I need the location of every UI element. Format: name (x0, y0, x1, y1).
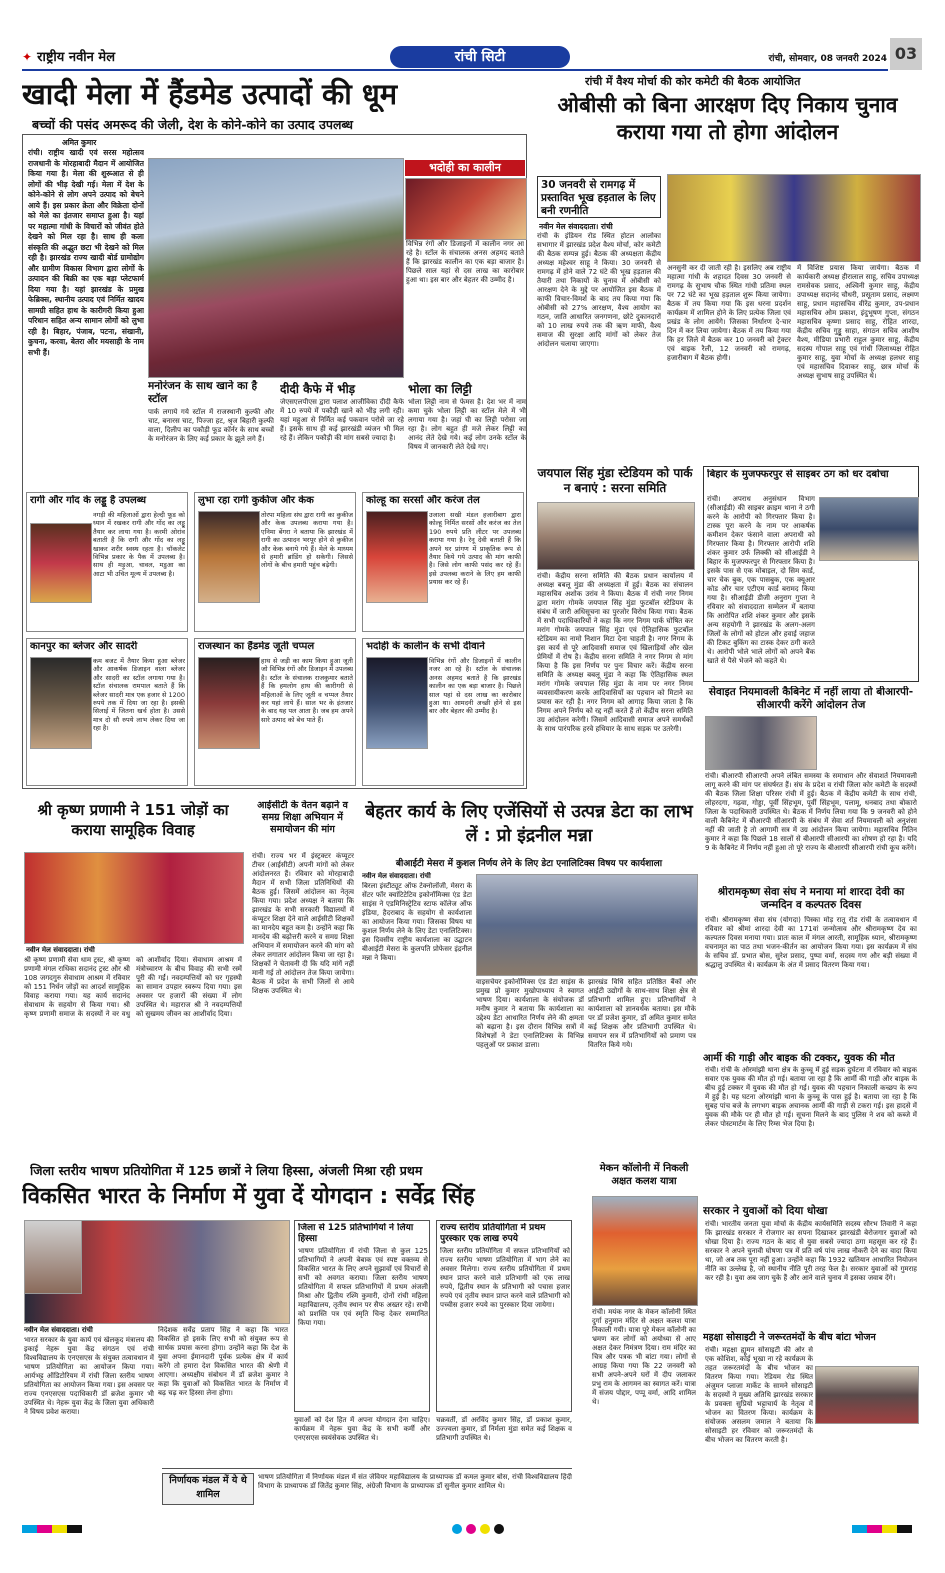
obc-text2: अनसुनी कर दी जाती रही है। इसलिए अब राष्ट्रीय महात्मा गांधी के शहादत दिवस 30 जनवरी से रामगढ़ के सुभाष चौक स्थित गांधी प्रतिमा स्थल पर 72 घंटे का भूख हड़ताल शुरू किया जायेगा। बैठक में तय किया गया कि इस धरना प्रदर्शन कार्यक्रम में शामिल होने के लिए प्रत्येक जिला एवं प्रखंड के लोग आयेंगे। जिसका निर्धारण दे-चार दिन में कर लिया जायेगा। बैठक में तय किया गया कि हर जिले में बैठक कर 10 जनवरी को ट्रेक्टर एवं बाइक रैली, 12 जनवरी को रामगढ़, हजारीबाग में बैठक होगी। (667, 264, 791, 362)
obc-photo (667, 174, 921, 262)
blanket-headline: महक्षा सोसाइटी ने जरूरतमंदों के बीच बांटा भोजन (703, 1332, 876, 1343)
masthead-rule (22, 69, 888, 71)
carpet-photo (405, 178, 527, 240)
carpet-tag: भदोही का कालीन (405, 160, 525, 176)
data-photo (476, 874, 698, 976)
lead-photo (148, 158, 404, 378)
cyber-headline: बिहार के मुजफ्फरपुर से साइबर ठग को धर दबोचा (707, 469, 889, 480)
lead-byline: अमित कुमार (62, 138, 97, 147)
stall-photo (198, 657, 260, 749)
speech-kicker: जिला स्तरीय भाषण प्रतियोगिता में 125 छात्रों ने लिया हिस्सा, अंजली मिश्रा रही प्रथम (30, 1163, 423, 1178)
bird-logo-icon: ✦ (22, 50, 33, 64)
stall-title: कोल्हू का सरसों और करंज तेल (366, 495, 480, 506)
sewait-photo (705, 716, 817, 770)
section-tab: रांची सिटी (390, 46, 570, 68)
dot-icon (466, 1524, 476, 1534)
wedding-story (22, 800, 244, 1160)
didi-cafe-title: दीदी कैफे में भीड़ (280, 382, 356, 396)
stall-text: उजाला सखी मंडल हजारीबाग द्वारा कोल्हू निर्मित सरसों और करंज का तेल 190 रुपये प्रति लीटर पर उपलब्ध कराया गया है। रेनू देवी बताती हैं कि अपने घर प्रांगण में प्राकृतिक रूप से तैयार किये गये उत्पाद की मांग काफी है। जिसे लोग काफी पसंद कर रहे हैं। इसे उपलब्ध कराने के लिए हम काफी प्रयास कर रहे हैं। (429, 511, 521, 587)
judges-box (162, 1468, 572, 1509)
ict-headline: आईसीटी के वेतन बढ़ाने व समग्र शिक्षा अभियान में समायोजन की मांग (257, 800, 348, 835)
wedding-byline: नवीन मेल संवाददाता। रांची (26, 946, 95, 954)
obc-story (535, 72, 920, 462)
page-number: 03 (890, 38, 922, 70)
speech-box-state-title: राज्य स्तरीय प्रतियोगिता में प्रथम पुरस्कार एक लाख रुपये (440, 1223, 546, 1244)
judges-text: भाषण प्रतियोगिता में निर्णायक मंडल में संत जेवियर महाविद्यालय के प्राध्यापक डॉ कमल कुमार बोस, रांची विश्वविद्यालय हिंदी विभाग के प्राध्यापक डॉ जितेंद्र कुमार सिंह, अंग्रेजी विभाग के प्राध्यापक डॉ सुनील कुमार शामिल थे। (258, 1473, 572, 1490)
stall-box (26, 492, 188, 632)
cyber-story (703, 466, 919, 682)
speech-text3: युवाओं को देश हित में अपना योगदान देना चाहिए। कार्यक्रम में नेहरू युवा केंद्र के सभी कर्मी और एनएसएस स्वयंसेवक उपस्थित थे। (294, 1416, 430, 1442)
stall-photo (366, 511, 428, 603)
speech-box-district-title: जिला से 125 प्रतिभागियों ने लिया हिस्सा (298, 1223, 414, 1244)
obc-text1: रांची के इंडियन रोड स्थित होटल आलोका सभागार में झारखंड प्रदेश वैश्य मोर्चा, कोर कमेटी की बैठक सम्पन्न हुई। बैठक की अध्यक्षता केंद्रीय अध्यक्ष महेश्वर साहू ने किया। 30 जनवरी से रामगढ़ में होने वाले 72 घंटे की भूख हड़ताल की तैयारी तथा निकायों के चुनाव में ओबीसी को आरक्षण देने के मुद्दे पर आयोजित इस बैठक में काफी विचार-विमर्श के बाद तय किया गया कि ओबीसी को 27% आरक्षण, वैश्य आयोग का गठन, जाति आधारित जनगणना, छोटे दुकानदारों को 10 लाख रुपये तक की ऋण माफी, वैश्य समाज की सुरक्षा आदि मांगों को लेकर तेज आंदोलन चलाया जाएगा। (537, 232, 661, 348)
dot-icon (480, 1524, 490, 1534)
kalash-text: रांची। मयंक नगर के मेकन कॉलोनी स्थित दुर्गा हनुमान मंदिर से अक्षत कलश यात्रा निकाली गयी। यात्रा पूरे मेकन कॉलोनी का भ्रमण कर लोगों को अयोध्या से आए अक्षत देकर निमंत्रण दिया। राम मंदिर का चित्र और पत्रक भी बांटा गया। लोगों से आग्रह किया गया कि 22 जनवरी को सभी अपने-अपने घरों में दीप जलाकर प्रभु राम के आगमन का स्वागत करें। यात्रा में संजय पोद्दार, पप्पू वर्मा, आदि शामिल थे। (592, 1308, 696, 1406)
litti-text: भोला लिट्टी नाम से फेमस है। देश भर में नाम कमा चुके भोला लिट्टी का स्टॉल मेले में भी लगाया गया है। जहां घी का लिट्टी परोसा जा रहा है। लोग बहुत ही मजे लेकर लिट्टी का आनंद लेते देखे गये। कई लोग उनके स्टॉल के विषय में जानकारी लेते देखे गए। (408, 398, 526, 451)
obc-box: 30 जनवरी से रामगढ़ में प्रस्तावित भूख हड़ताल के लिए बनी रणनीति (537, 176, 661, 218)
blanket-photo (815, 1366, 919, 1424)
didi-cafe-text: जेएसएलपीएस द्वारा पलाश आजीविका दीदी कैफे में 10 रुपये में पकौड़ी खाने को भीड़ लगी रही। यहां महुआ से निर्मित कई पकवान परोसे जा रहे हैं। इसके साथ ही कई झारखंडी व्यंजन भी मिल रहे हैं। लेकिन पकौड़ी की मांग सबसे ज्यादा है। (280, 398, 404, 442)
stall-title: भदोही के कालीन के सभी दीवाने (366, 641, 485, 652)
stall-photo (366, 657, 428, 749)
stall-box (194, 492, 356, 632)
kalash-photo (592, 1196, 698, 1306)
blanket-story (703, 1330, 919, 1516)
stall-text: विभिन्न रंगों और डिजाइनों में कालीन नजर आ रहे है। स्टॉल के संचालक अनस अहमद बताते है कि झारखंड कालीन का एक बड़ा बाजार है। पिछले साल यहां से दस लाख का कारोबार हुआ था। आमदनी अच्छी होने से इस बार और बेहतर की उम्मीद है। (429, 657, 521, 716)
stall-title: लुभा रहा रागी कुकीज और केक (198, 495, 314, 506)
litti-title: भोला का लिट्टी (408, 382, 472, 396)
speech-text2: निदेशक सर्वेद्र प्रताप सिंह ने कहा कि भारत विकसित हो इसके लिए सभी को संयुक्त रूप से सार्थक प्रयास करना होगा। उन्होंने कहा कि देश के युवा अपना ईमानदारी पूर्वक प्रत्येक क्षेत्र में कार्य करेंगे तो हमारा देश विकसित भारत की श्रेणी में आएगा। अध्यक्षीय संबोधन में डॉ ब्रजेश कुमार ने कहा कि युवाओं को विकसित भारत के निर्माण में बढ़ चढ़ कर हिस्सा लेना होगा। (158, 1326, 288, 1397)
data-story (360, 800, 698, 1160)
youth-text: रांची। भारतीय जनता युवा मोर्चा के केंद्रीय कार्यसमिति सदस्य सौरभ तिवारी ने कहा कि झारखंड सरकार ने रोजगार का सपना दिखाकर झारखंडी बेरोजगार युवाओं को धोखा दिया है। राज्य गठन के बाद से युवा सबसे ज्यादा ठगा महसूस कर रहे हैं। सरकार ने अपने चुनावी घोषणा पत्र में प्रति वर्ष पांच लाख नौकरी देने का वादा किया था, जो अब तक पूरा नहीं हुआ। उन्होंने कहा कि 1932 खतियान आधारित नियोजन नीति का उल्लेख है, जो स्थानीय नीति पूरी तरह फेल है। सरकार युवाओं को गुमराह कर रही है। युवा अब जाग चुके हैं और आने वाले चुनाव में इसका जवाब देंगे। (705, 1220, 917, 1282)
stall-text: हाथ से जड़ी का काम किया हुआ जूती जो विभिन्न रंगों और डिजाइन में उपलब्ध है। स्टॉल के संचालक राजकुमार बताते हैं कि हमलोग हाथ की कारीगरी से महिलाओं के लिए जूती व चप्पल तैयार कर यहां लाये हैं। साल भर के इंतजार के बाद यह पल आता है। जब हम अपने सारे उत्पाद को बेच पाते हैं। (261, 657, 353, 724)
data-text2: वाइसचेयर इकोनॉमिक्स एंड डेटा साइंस के प्रमुख प्रो कुमार मुखोपाध्याय ने स्वागत भाषण दिया। कार्यशाला के संयोजक डॉ मनीष कुमार ने बताया कि कार्यशाला का उद्देश्य डेटा आधारित निर्णय लेने की क्षमता को बढ़ाना है। इस दौरान विभिन्न सत्रों में विशेषज्ञों ने डेटा एनालिटिक्स के विभिन्न पहलुओं पर प्रकाश डाला। (476, 978, 584, 1049)
sewait-text: रांची। बीआरपी सीआरपी अपने लंबित समस्या के समाधान और सेवाशर्त नियमावली लागू करने की मांग पर संघर्षरत हैं। संघ के प्रदेश व रांची जिला कोर कमेटी के सदस्यों की बैठक जिला शिक्षा परिसर रांची में हुई। बैठक में केंद्रीय कमेटी के साथ रांची, लोहरदगा, गढ़वा, गोड्डा, पूर्वी सिंहभूम, पूर्वी सिंहभूम, पलामू, धनबाद तथा बोकारो जिला के पदाधिकारी उपस्थित थे। बैठक में निर्णय लिया गया कि 9 जनवरी को होने वाली कैबिनेट में बीआरपी सीआरपी के संबंध में सेवा शर्त नियमावली को अनुशंसा नहीं की जाती है तो आगामी सत्र में उग्र आंदोलन किया जायेगा। महासचिव नितिन कुमार ने कहा कि पिछले 18 सालों से बीआरपी सीआरपी का शोषण हो रहा है। यदि 9 के कैबिनेट में निर्णय नहीं हुआ तो पूरे राज्य के बीआरपी सीआरपी रांची कूच करेंगे। (705, 772, 917, 852)
cyber-text: रांची। अपराध अनुसंधान विभाग (सीआईडी) की साइबर क्राइम थाना ने ठगी करने के आरोपी को गिरफ्तार किया है। टास्क पूरा करने के नाम पर आकर्षक कमीशन देकर फंसाने वाला अपराधी को गिरफ्तार किया है। गिरफ्तार आरोपी शशि शंकर कुमार उर्फ लिक्की को सीआईडी ने बिहार के मुजफ्फरपुर से गिरफ्तार किया है। इसके पास से एक मोबाइल, दो सिम कार्ड, चार चेक बुक, एक पासबुक, एक क्यूआर कोड और चार एटीएम कार्ड बरामद किया गया है। सीआईडी डीजी अनुराग गुप्ता ने रविवार को संवाददाता सम्मेलन में बताया कि आरोपित शशि शंकर कुमार और इसके अन्य सहयोगी ने झारखंड के अलग-अलग जिलों के लोगों को होटल और हवाई जहाज की टिकट बुकिंग का टास्क देकर ठगी करते थे। आरोपी भोले भाले लोगों को अपने बैंक खाते से पैसे भेजने को कहते थे। (707, 495, 815, 665)
stall-photo (198, 511, 260, 603)
sharda-story (703, 886, 919, 1046)
blanket-text: रांची। महक्षा ह्यूमन सोसाइटी की ओर से एक कोशिश, कोई भूखा ना रहे कार्यक्रम के तहत जरूरतमंदों के बीच भोजन का वितरण किया गया। रेडियम रोड स्थित अंजुमन प्लाजा मार्केट के सामने सोसाइटी के सदस्यों ने मुख्य अतिथि झारखंड सरकार के प्रवक्ता सुप्रियो भट्टाचार्य के नेतृत्व में भोजन का वितरण किया। कार्यक्रम के संयोजक असलम जमाल ने बताया कि सोसाइटी हर रविवार को जरूरतमंदों के बीच भोजन का वितरण करती है। (705, 1346, 813, 1444)
data-byline: नवीन मेल संवाददाता। रांची (362, 872, 431, 880)
sharda-headline: श्रीरामकृष्ण सेवा संघ ने मनाया मां शारदा देवी का जन्मदिन व कल्पतरु दिवस (717, 886, 905, 911)
lead-headline: खादी मेला में हैंडमेड उत्पादों की धूम (22, 77, 398, 111)
obc-kicker: रांची में वैश्य मोर्चा की कोर कमेटी की बैठक आयोजित (585, 75, 801, 88)
stall-text: तोरपा महिला संघ द्वारा रागी का कुकीज और केक उपलब्ध कराया गया है। एनिमा बेंगरा ने बताया कि झारखंड में रागी का उत्पादन भरपूर होने से कुकीज और केक बनाये गये हैं। मेले के माध्यम से हमारी ब्रांडिंग हो सकेगी। जिससे लोगों के बीच हमारी पहुंच बढ़ेगी। (261, 511, 353, 570)
dot-icon (494, 1524, 504, 1534)
stall-title: रागी और गोंद के लड्डू है उपलब्ध (30, 495, 147, 506)
sarna-text: रांची। केंद्रीय सरना समिति की बैठक प्रधान कार्यालय में अध्यक्ष बबलू मुंडा की अध्यक्षता में हुई। बैठक का संचालन महासचिव अशोक उरांव ने किया। बैठक में रांची नगर निगम द्वारा मरांग गोमके जयपाल सिंह मुंडा फुटबॉल स्टेडियम के संबंध में जारी अधिसूचना का पुरजोर विरोध किया गया। बैठक में सभी पदाधिकारियों ने कहा कि नगर निगम पार्क घोषित कर मरांग गोमके जयपाल सिंह मुंडा एवं ऐतिहासिक फुटबॉल स्टेडियम का नामो निशान मिटा देना चाहती है। नगर निगम के इस कार्य से पूरे आदिवासी समाज एवं खिलाड़ियों और खेल प्रेमियों में रोष है। केंद्रीय सरना समिति ने नगर निगम से मांग किया है कि इस निर्णय पर पुनः विचार करें। केंद्रीय सरना समिति के अध्यक्ष बबलू मुंडा ने कहा कि ऐतिहासिक स्थल मरांग गोमके जयपाल सिंह मुंडा के नाम पर नगर निगम व्यवसायीकरण करके आदिवासियों का पहचान को मिटाने का प्रयास कर रही है। नगर निगम को आगाह किया जाता है कि निगम अपने निर्णय को रद्द नहीं करते हैं तो केंद्रीय सरना समिति उग्र आंदोलन करेगी। जिसमें आदिवासी समाज अपने समर्थकों के साथ पारंपरिक हरवे हथियार के साथ सड़क पर उतरेगी। (537, 572, 693, 733)
youth-headline: सरकार ने युवाओं को दिया धोखा (703, 1205, 828, 1217)
lead-subhead: बच्चों की पसंद अमरूद की जेली, देश के कोने-कोने का उत्पाद उपलब्ध (32, 117, 354, 132)
youth-story (703, 1204, 919, 1326)
entertainment-title: मनोरंजन के साथ खाने का है स्टॉल (148, 380, 258, 405)
sarna-story (535, 466, 695, 800)
obc-byline: नवीन मेल संवाददाता। रांची (539, 222, 613, 231)
sewait-story (703, 686, 919, 882)
data-headline: बेहतर कार्य के लिए एजेंसियों से उत्पन्न डेटा का लाभ लें : प्रो इंद्रनील मन्ना (365, 802, 693, 846)
accident-text: रांची। रांची के ओरमांझी थाना क्षेत्र के कुच्चू में हुई सड़क दुर्घटना में रविवार को बाइक सवार एक युवक की मौत हो गई। बताया जा रहा है कि आर्मी की गाड़ी और बाइक के बीच हुई टक्कर में युवक की मौत हो गई। युवक की पहचान निकाली कच्छप के रूप में हुई है। यह घटना ओरमांझी थाना के कुच्चू के पास हुई है। बताया जा रहा है कि सुबह पांच बजे के लगभग बाइक अचानक आर्मी की गाड़ी से टकरा गई। इस हादसे में युवक की मौके पर ही मौत हो गई। सूचना मिलने के बाद पुलिस ने शव को कब्जे में लेकर पोस्टमार्टम के लिए रिम्स भेज दिया है। (705, 1066, 917, 1128)
accident-story (703, 1050, 919, 1200)
stall-title: कानपुर का ब्लेजर और सादरी (30, 641, 138, 652)
ict-text: रांची। राज्य भर में इंस्ट्रक्टर कंप्यूटर टीचर (आईसीटी) अपनी मांगों को लेकर आंदोलनरत हैं। रविवार को मोरहाबादी मैदान में सभी जिला प्रतिनिधियों की बैठक हुई। जिसमें आंदोलन का नेतृत्व किया गया। प्रदेश अध्यक्ष ने बताया कि झारखंड के सभी सरकारी विद्यालयों में कंप्यूटर शिक्षा देने वाले आईसीटी शिक्षकों का मानदेय बहुत कम है। उन्होंने कहा कि मानदेय की बढ़ोत्तरी करने व समग्र शिक्षा अभियान में समायोजन करने की मांग को लेकर लगातार आंदोलन किया जा रहा है। शिक्षकों ने चेतावनी दी कि यदि मांगें नहीं मानी गई तो आंदोलन तेज किया जायेगा। बैठक में प्रदेश के सभी जिलों से आये शिक्षक उपस्थित थे। (252, 852, 354, 995)
speech-box-district (294, 1220, 430, 1412)
kalash-headline: मेकन कॉलोनी में निकली अक्षत कलश यात्रा (599, 1163, 689, 1187)
color-swatch (852, 1525, 912, 1533)
dateline: रांची, सोमवार, 08 जनवरी 2024 (768, 54, 887, 64)
speech-photo-2 (24, 1220, 82, 1294)
carpet-text: विभिन्न रंगों और डिजाइनों में कालीन नगर आ रहे है। स्टॉल के संचालक अनस अहमद बताते हैं कि झारखंड कालीन का एक बड़ा बाजार है। पिछले साल यहां से दस लाख का कारोबार हुआ था। इस बार और बेहतर की उम्मीद है। (406, 240, 524, 284)
stall-box (194, 638, 356, 786)
paper-name: राष्ट्रीय नवीन मेल (37, 50, 116, 65)
sewait-headline: सेवाइत नियमावली कैबिनेट में नहीं लाया तो बीआरपी-सीआरपी करेंगे आंदोलन तेज (708, 686, 914, 711)
stall-box (362, 492, 524, 632)
dot-icon (452, 1524, 462, 1534)
color-registration-bar (22, 1522, 922, 1536)
sarna-headline: जयपाल सिंह मुंडा स्टेडियम को पार्क न बनाएं : सरना समिति (537, 466, 693, 495)
wedding-photo (24, 852, 244, 944)
speech-box-state-text: जिला स्तरीय प्रतियोगिता में सफल प्रतिभागियों को राज्य स्तरीय भाषण प्रतियोगिता में भाग लेने का अवसर मिलेगा। राज्य स्तरीय प्रतियोगिता में प्रथम स्थान प्राप्त करने वाले प्रतिभागी को एक लाख रुपये, द्वितीय स्थान के प्रतिभागी को पचास हजार रुपये एवं तृतीय स्थान प्राप्त करने वाले प्रतिभागी को पच्चीस हजार रुपये का पुरस्कार दिया जायेगा। (440, 1247, 570, 1309)
stall-title: राजस्थान का हैंडमेड जूती चप्पल (198, 641, 315, 652)
stall-text: कम बजट में तैयार किया हुआ ब्लेजर और आकर्षक डिजाइन वाला ब्लेजर और सादरी का स्टॉल लगाया गया है। स्टॉल संचालक रामपाल बताते हैं कि ब्लेजर सादरी मात्र एक हजार से 1200 रुपये तक में दिया जा रहा है। इसकी सिलाई में जितना खर्च होता है। उससे मात्र दो सौ रुपये लाभ लेकर दिया जा रहा है। (93, 657, 185, 733)
speech-byline: नवीन मेल संवाददाता। रांची (24, 1326, 93, 1334)
speech-headline: विकसित भारत के निर्माण में युवा दें योगदान : सर्वेद्र सिंह (22, 1184, 475, 1209)
cyber-photo (819, 497, 919, 561)
masthead (22, 38, 922, 70)
speech-text1: भारत सरकार के युवा कार्य एवं खेलकूद मंत्रालय की इकाई नेहरू युवा केंद्र संगठन एवं रांची विश्वविद्यालय के एनएसएस के संयुक्त तत्वावधान में भाषण प्रतियोगिता का आयोजन किया गया। आर्यभट्ट ऑडिटोरियम में रांची जिला स्तरीय भाषण प्रतियोगिता का आयोजन किया गया। इस अवसर पर राज्य एनएसएस पदाधिकारी डॉ ब्रजेश कुमार भी उपस्थित थे। नेहरू युवा केंद्र के जिला युवा अधिकारी ने विषय प्रवेश कराया। (24, 1336, 154, 1416)
registration-mark (452, 1524, 512, 1534)
speech-text4: चक्रवर्ती, डॉ अरविंद कुमार सिंह, डॉ प्रकाश कुमार, उज्ज्वला कुमार, डॉ निर्मला मुंडा समेत कई शिक्षक व प्रतिभागी उपस्थित थे। (436, 1416, 572, 1442)
entertainment-text: पार्क लगाये गये स्टॉल में राजस्थानी कुल्फी और चाट, बनारस चाट, पिज्जा हट, श्रृज बिहारी कुल्फी वाला, दिलीप का पकौड़ी फूड कॉर्नर के साथ बच्चों के मनोरंजन के लिए कई प्रकार के झूले लगे हैं। (148, 408, 274, 443)
speech-box-district-text: भाषण प्रतियोगिता में रांची जिला से कुल 125 प्रतिभागियों ने अपनी बेबाक एवं स्पष्ट वक्तव्य से विकसित भारत के लिए अपने सुझावों एवं विचारों से सभी को अवगत कराया। जिला स्तरीय भाषण प्रतियोगिता में सफल प्रतिभागियों में प्रथम अंजली मिश्रा और द्वितीय रश्मि कुमारी, दोनों रांची महिला महाविद्यालय, तृतीय स्थान पर सैफ अख्तर रहे। सभी को प्रशस्ति पत्र एवं स्मृति चिन्ह देकर सम्मानित किया गया। (298, 1247, 428, 1327)
wedding-headline: श्री कृष्ण प्रणामी ने 151 जोड़ों का कराया सामूहिक विवाह (37, 801, 229, 839)
wedding-text: श्री कृष्ण प्रणामी सेवा धाम ट्रस्ट, श्री कृष्ण प्रणामी मंगल राधिका सदानंद ट्रस्ट और श्री 108 जगदगुरु सेवाधाम आश्रम में रविवार को 151 निर्धन जोड़ों का आदर्श सामूहिक विवाह कराया गया। यह कार्य सदानंद सेवाधाम के सहयोग से किया गया। श्री कृष्ण प्रणामी समाज के सदस्यों ने वर वधु को आशीर्वाद दिया। सेवाधाम आश्रम में मंत्रोच्चारण के बीच विवाह की सभी रस्में पूरी की गईं। नवदम्पत्तियों को घर गृहस्थी का सामान उपहार स्वरूप दिया गया। इस अवसर पर हजारों की संख्या में लोग उपस्थित थे। महाराज श्री ने नवदम्पत्तियों को सुखमय जीवन का आशीर्वाद दिया। (24, 956, 242, 1018)
kalash-story (590, 1162, 698, 1514)
data-text3: झारखंड विधि सहित प्रतिष्ठित बैंकों और आईटी उद्योगों के साथ-साथ शिक्षा क्षेत्र से प्रतिभागी शामिल हुए। प्रतिभागियों ने कार्यशाला को ज्ञानवर्धक बताया। इस मौके पर डॉ प्रजेश कुमार, डॉ अमित कुमार समेत कई शिक्षक और प्रतिभागी उपस्थित थे। समापन सत्र में प्रतिभागियों को प्रमाण पत्र वितरित किये गये। (588, 978, 696, 1049)
stall-box (26, 638, 188, 786)
sarna-photo (537, 502, 695, 570)
speech-box-state (436, 1220, 572, 1412)
accident-headline: आर्मी की गाड़ी और बाइक की टक्कर, युवक की मौत (703, 1053, 895, 1064)
stall-text: नगड़ी की महिलाओं द्वारा हेल्दी फूड को ध्यान में रखकर रागी और गोंद का लड्डू तैयार कर लाया गया है। करमी ओरांव बताती है कि रागी और गोंद का लड्डू खाकर शरीर स्वस्थ रहता है। चॉकलेट विभिन्न प्रकार के पैक में उपलब्ध है। साथ ही मड़ुआ, चावल, मडुआ का आटा भी उचित मूल्य में उपलब्ध है। (93, 511, 185, 578)
judges-title: निर्णायक मंडल में ये थे शामिल (162, 1473, 254, 1505)
data-subhead: बीआईटी मेसरा में कुशल निर्णय लेने के लिए डेटा एनालिटिक्स विषय पर कार्यशाला (395, 859, 663, 869)
stall-photo (30, 657, 92, 749)
sharda-text: रांची। श्रीरामकृष्ण सेवा संघ (योगदा) पिस्का मोड़ रातू रोड रांची के तत्वावधान में रविवार को श्रीमां शारदा देवी का 171वां जन्मोत्सव और श्रीरामकृष्ण देव का कल्पतरु दिवस मनाया गया। प्रातः काल में मंगल आरती, सामूहिक ध्यान, श्रीरामकृष्ण वचनामृत का पाठ तथा भजन-कीर्तन का आयोजन किया गया। इस कार्यक्रम में संघ के सचिव डॉ. प्रभात बोस, सुरेश प्रसाद, पुष्पा वर्मा, सदस्य गण और बड़ी संख्या में श्रद्धालु उपस्थित थे। कार्यक्रम के अंत में प्रसाद वितरण किया गया। (705, 916, 917, 969)
color-swatch (22, 1525, 82, 1533)
lead-intro: रांची। राष्ट्रीय खादी एवं सरस महोत्सव राजधानी के मोरहाबादी मैदान में आयोजित किया गया है। मेला की शुरूआत से ही लोगों की भीड़ देखी गई। मेला में देश के कोने-कोने से लोग अपने उत्पाद को बेचने आये हैं। इस प्रकार क्रेता और विक्रेता दोनों को मेले का इंतजार समाप्त हुआ है। यहां पर महात्मा गांधी के विचारों को जीवंत होते देखने को मिल रहा है। साथ ही कला संस्कृति की अद्भुत छटा भी देखने को मिल रही है। झारखंड राज्य खादी बोर्ड ग्रामोद्योग और ग्रामीण विकास विभाग द्वारा लोगों के उत्पादन की बिक्री का एक बड़ा प्लेटफार्म दिया गया है। यहां झारखंड के प्रमुख फेब्रिक्स, स्थानीय उत्पाद एवं निर्मित खादय सामग्री सहित हाथ के कारीगरी किया हुआ परिधान सहित अन्य सामान लोगों को लुभा रही है। बिहार, पंजाब, पटना, संखानी, कुचना, करवा, बेतरा और मयसाही के नाम सभी हैं। (28, 148, 144, 357)
data-text1: बिरला इंस्टीट्यूट ऑफ टेक्नोलॉजी, मेसरा के सेंटर फॉर क्वांटिटेटिव इकोनॉमिक्स एंड डेटा साइंस ने एडमिनिस्ट्रेटिव स्टाफ कॉलेज ऑफ इंडिया, हैदराबाद के सहयोग से कार्यशाला का आयोजन किया गया। जिसका विषय था कुशल निर्णय लेने के लिए डेटा एनालिटिक्स। इस दिवसीय राष्ट्रीय कार्यशाला का उद्घाटन बीआईटी मेसरा के कुलपति प्रोफेसर इंद्रनील मन्ना ने किया। (362, 882, 472, 962)
paper-logo (22, 46, 172, 64)
stall-grid (22, 490, 527, 790)
obc-headline: ओबीसी को बिना आरक्षण दिए निकाय चुनाव कराया गया तो होगा आंदोलन (557, 93, 898, 144)
ict-story (250, 800, 355, 1160)
stall-photo (30, 523, 92, 603)
obc-text3: में विशिष्ट प्रयास किया जायेगा। बैठक में कार्यकारी अध्यक्ष हीरालाल साहू, सचिव उपाध्यक्ष रामसेवक प्रसाद, अश्विनी कुमार साहू, केंद्रीय उपाध्यक्ष सदानंद चौधरी, प्रसूताम प्रसाद, लक्ष्मण साहू, प्रधान महासचिव वीरेंद्र कुमार, उप-प्रधान महासचिव ओम प्रकाश, इंदुभूषण गुप्ता, संगठन महासचिव कृष्णा प्रसाद साहू, रोहित शारदा, केंद्रीय सचिव गुड्डू साहा, संगठन सचिव आशीष वैश्य, मीडिया प्रभारी राहुल कुमार साहू, केंद्रीय सदस्य गोपाल साहू एवं गांधी जिलाध्यक्ष रोहित कुमार साहू, युवा मोर्चा के अध्यक्ष हलधर साहू एवं महासचिव दिवाकर साहू, छात्र मोर्चा के अध्यक्ष सुभाष साहू उपस्थित थे। (797, 264, 919, 380)
stall-box (362, 638, 524, 786)
